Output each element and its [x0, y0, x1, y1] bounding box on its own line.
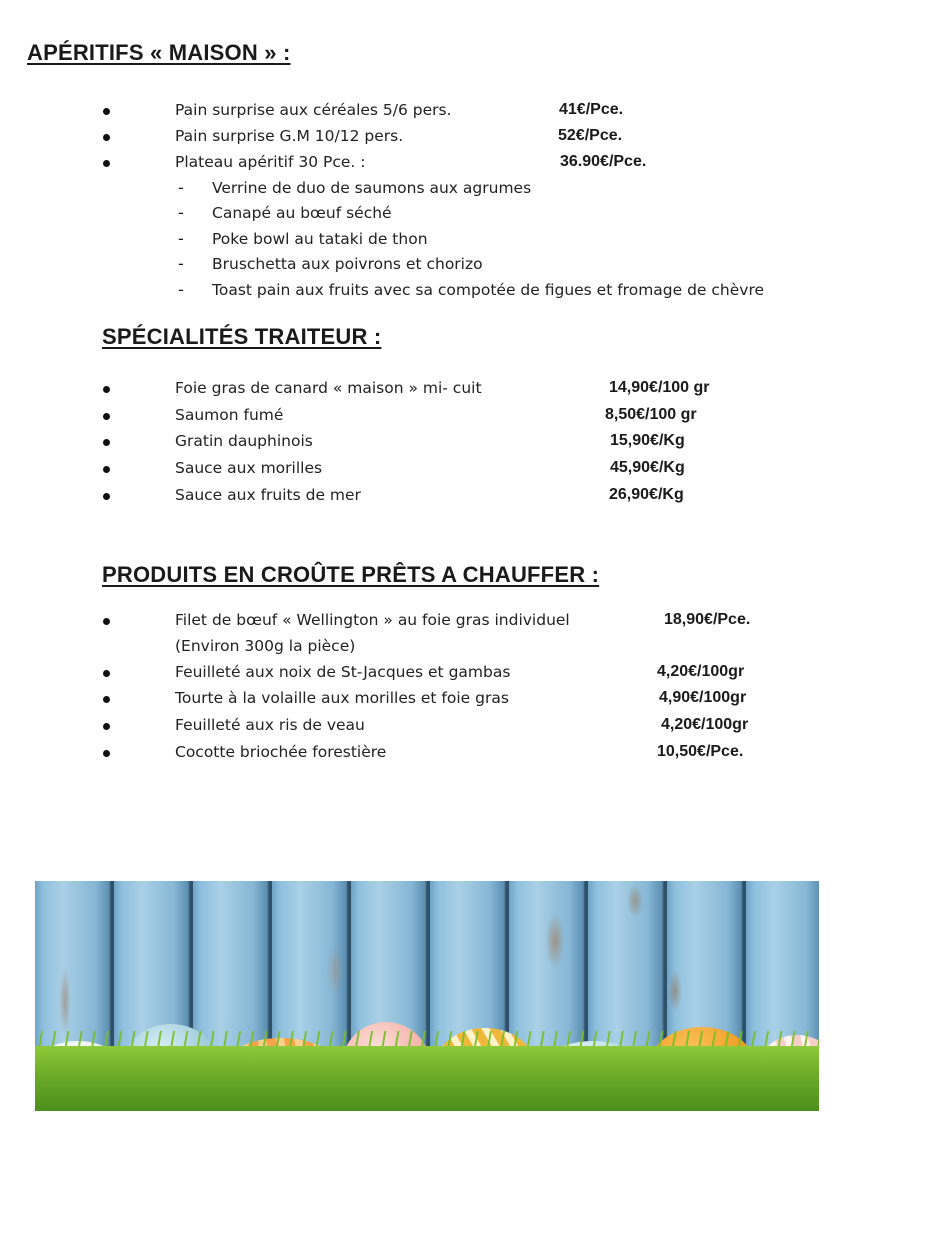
- list-item: [0, 485, 936, 511]
- item-label: Cocotte briochée forestière: [175, 743, 387, 761]
- bullet-icon: [103, 618, 110, 625]
- item-label: Saumon fumé: [175, 406, 284, 424]
- item-price: 52€/Pce.: [558, 127, 623, 144]
- item-label: Tourte à la volaille aux morilles et foie gras: [175, 689, 509, 707]
- bullet-icon: [103, 466, 110, 473]
- bullet-icon: [103, 696, 110, 703]
- list-item: [0, 610, 936, 636]
- item-label: Pain surprise G.M 10/12 pers.: [175, 127, 404, 145]
- item-label: Feuilleté aux noix de St-Jacques et gambas: [175, 663, 511, 681]
- bullet-icon: [103, 493, 110, 500]
- item-price: 15,90€/Kg: [610, 432, 685, 449]
- dash-marker: -: [178, 254, 184, 273]
- item-label: Sauce aux morilles: [175, 459, 323, 477]
- sub-item-label: Poke bowl au tataki de thon: [212, 230, 428, 248]
- bullet-icon: [103, 134, 110, 141]
- list-item: [0, 688, 936, 714]
- item-price: 8,50€/100 gr: [605, 406, 697, 423]
- list-item: [0, 458, 936, 484]
- list-item: [0, 431, 936, 457]
- item-price: 45,90€/Kg: [610, 459, 685, 476]
- sub-list-item: [0, 203, 936, 227]
- list-item: [0, 152, 936, 178]
- item-price: 4,20€/100gr: [657, 663, 745, 680]
- bullet-icon: [103, 670, 110, 677]
- bullet-icon: [103, 750, 110, 757]
- grass: [35, 1046, 819, 1111]
- bullet-icon: [103, 439, 110, 446]
- item-label: Feuilleté aux ris de veau: [175, 716, 365, 734]
- sub-list-item: [0, 178, 936, 202]
- item-price: 41€/Pce.: [559, 101, 624, 118]
- sub-list-item: [0, 254, 936, 278]
- section-title-specialites: SPÉCIALITÉS TRAITEUR :: [102, 324, 382, 349]
- dash-marker: -: [178, 229, 184, 248]
- sub-list-item: [0, 280, 936, 304]
- bullet-icon: [103, 108, 110, 115]
- list-item: [0, 405, 936, 431]
- sub-list-item: [0, 229, 936, 253]
- dash-marker: -: [178, 178, 184, 197]
- section-title-aperitifs: APÉRITIFS « MAISON » :: [27, 40, 291, 65]
- list-item: [0, 126, 936, 152]
- sub-item-label: Toast pain aux fruits avec sa compotée de figues et fromage de chèvre: [212, 281, 765, 299]
- item-price: 4,20€/100gr: [661, 716, 749, 733]
- bullet-icon: [103, 413, 110, 420]
- list-item: [0, 378, 936, 404]
- item-label: Sauce aux fruits de mer: [175, 486, 361, 504]
- sub-item-label: Verrine de duo de saumons aux agrumes: [212, 179, 532, 197]
- bullet-icon: [103, 386, 110, 393]
- list-item: [0, 100, 936, 126]
- list-item: [0, 662, 936, 688]
- item-label: Plateau apéritif 30 Pce. :: [175, 153, 366, 171]
- item-price: 18,90€/Pce.: [664, 611, 751, 628]
- item-price: 14,90€/100 gr: [609, 379, 710, 396]
- item-note: (Environ 300g la pièce): [175, 637, 356, 655]
- list-item: [0, 742, 936, 768]
- dash-marker: -: [178, 203, 184, 222]
- dash-marker: -: [178, 280, 184, 299]
- section-title-produits-en-croute: PRODUITS EN CROÛTE PRÊTS A CHAUFFER :: [102, 562, 600, 587]
- list-item: [0, 715, 936, 741]
- bullet-icon: [103, 160, 110, 167]
- sub-item-label: Canapé au bœuf séché: [212, 204, 392, 222]
- item-label: Pain surprise aux céréales 5/6 pers.: [175, 101, 452, 119]
- item-price: 26,90€/Kg: [609, 486, 684, 503]
- item-price: 4,90€/100gr: [659, 689, 747, 706]
- item-label: Filet de bœuf « Wellington » au foie gras individuel: [175, 611, 570, 629]
- item-price: 10,50€/Pce.: [657, 743, 744, 760]
- easter-eggs-banner-image: [35, 881, 819, 1111]
- bullet-icon: [103, 723, 110, 730]
- item-price: 36.90€/Pce.: [560, 153, 647, 170]
- sub-item-label: Bruschetta aux poivrons et chorizo: [212, 255, 483, 273]
- item-label: Gratin dauphinois: [175, 432, 313, 450]
- item-label: Foie gras de canard « maison » mi- cuit: [175, 379, 482, 397]
